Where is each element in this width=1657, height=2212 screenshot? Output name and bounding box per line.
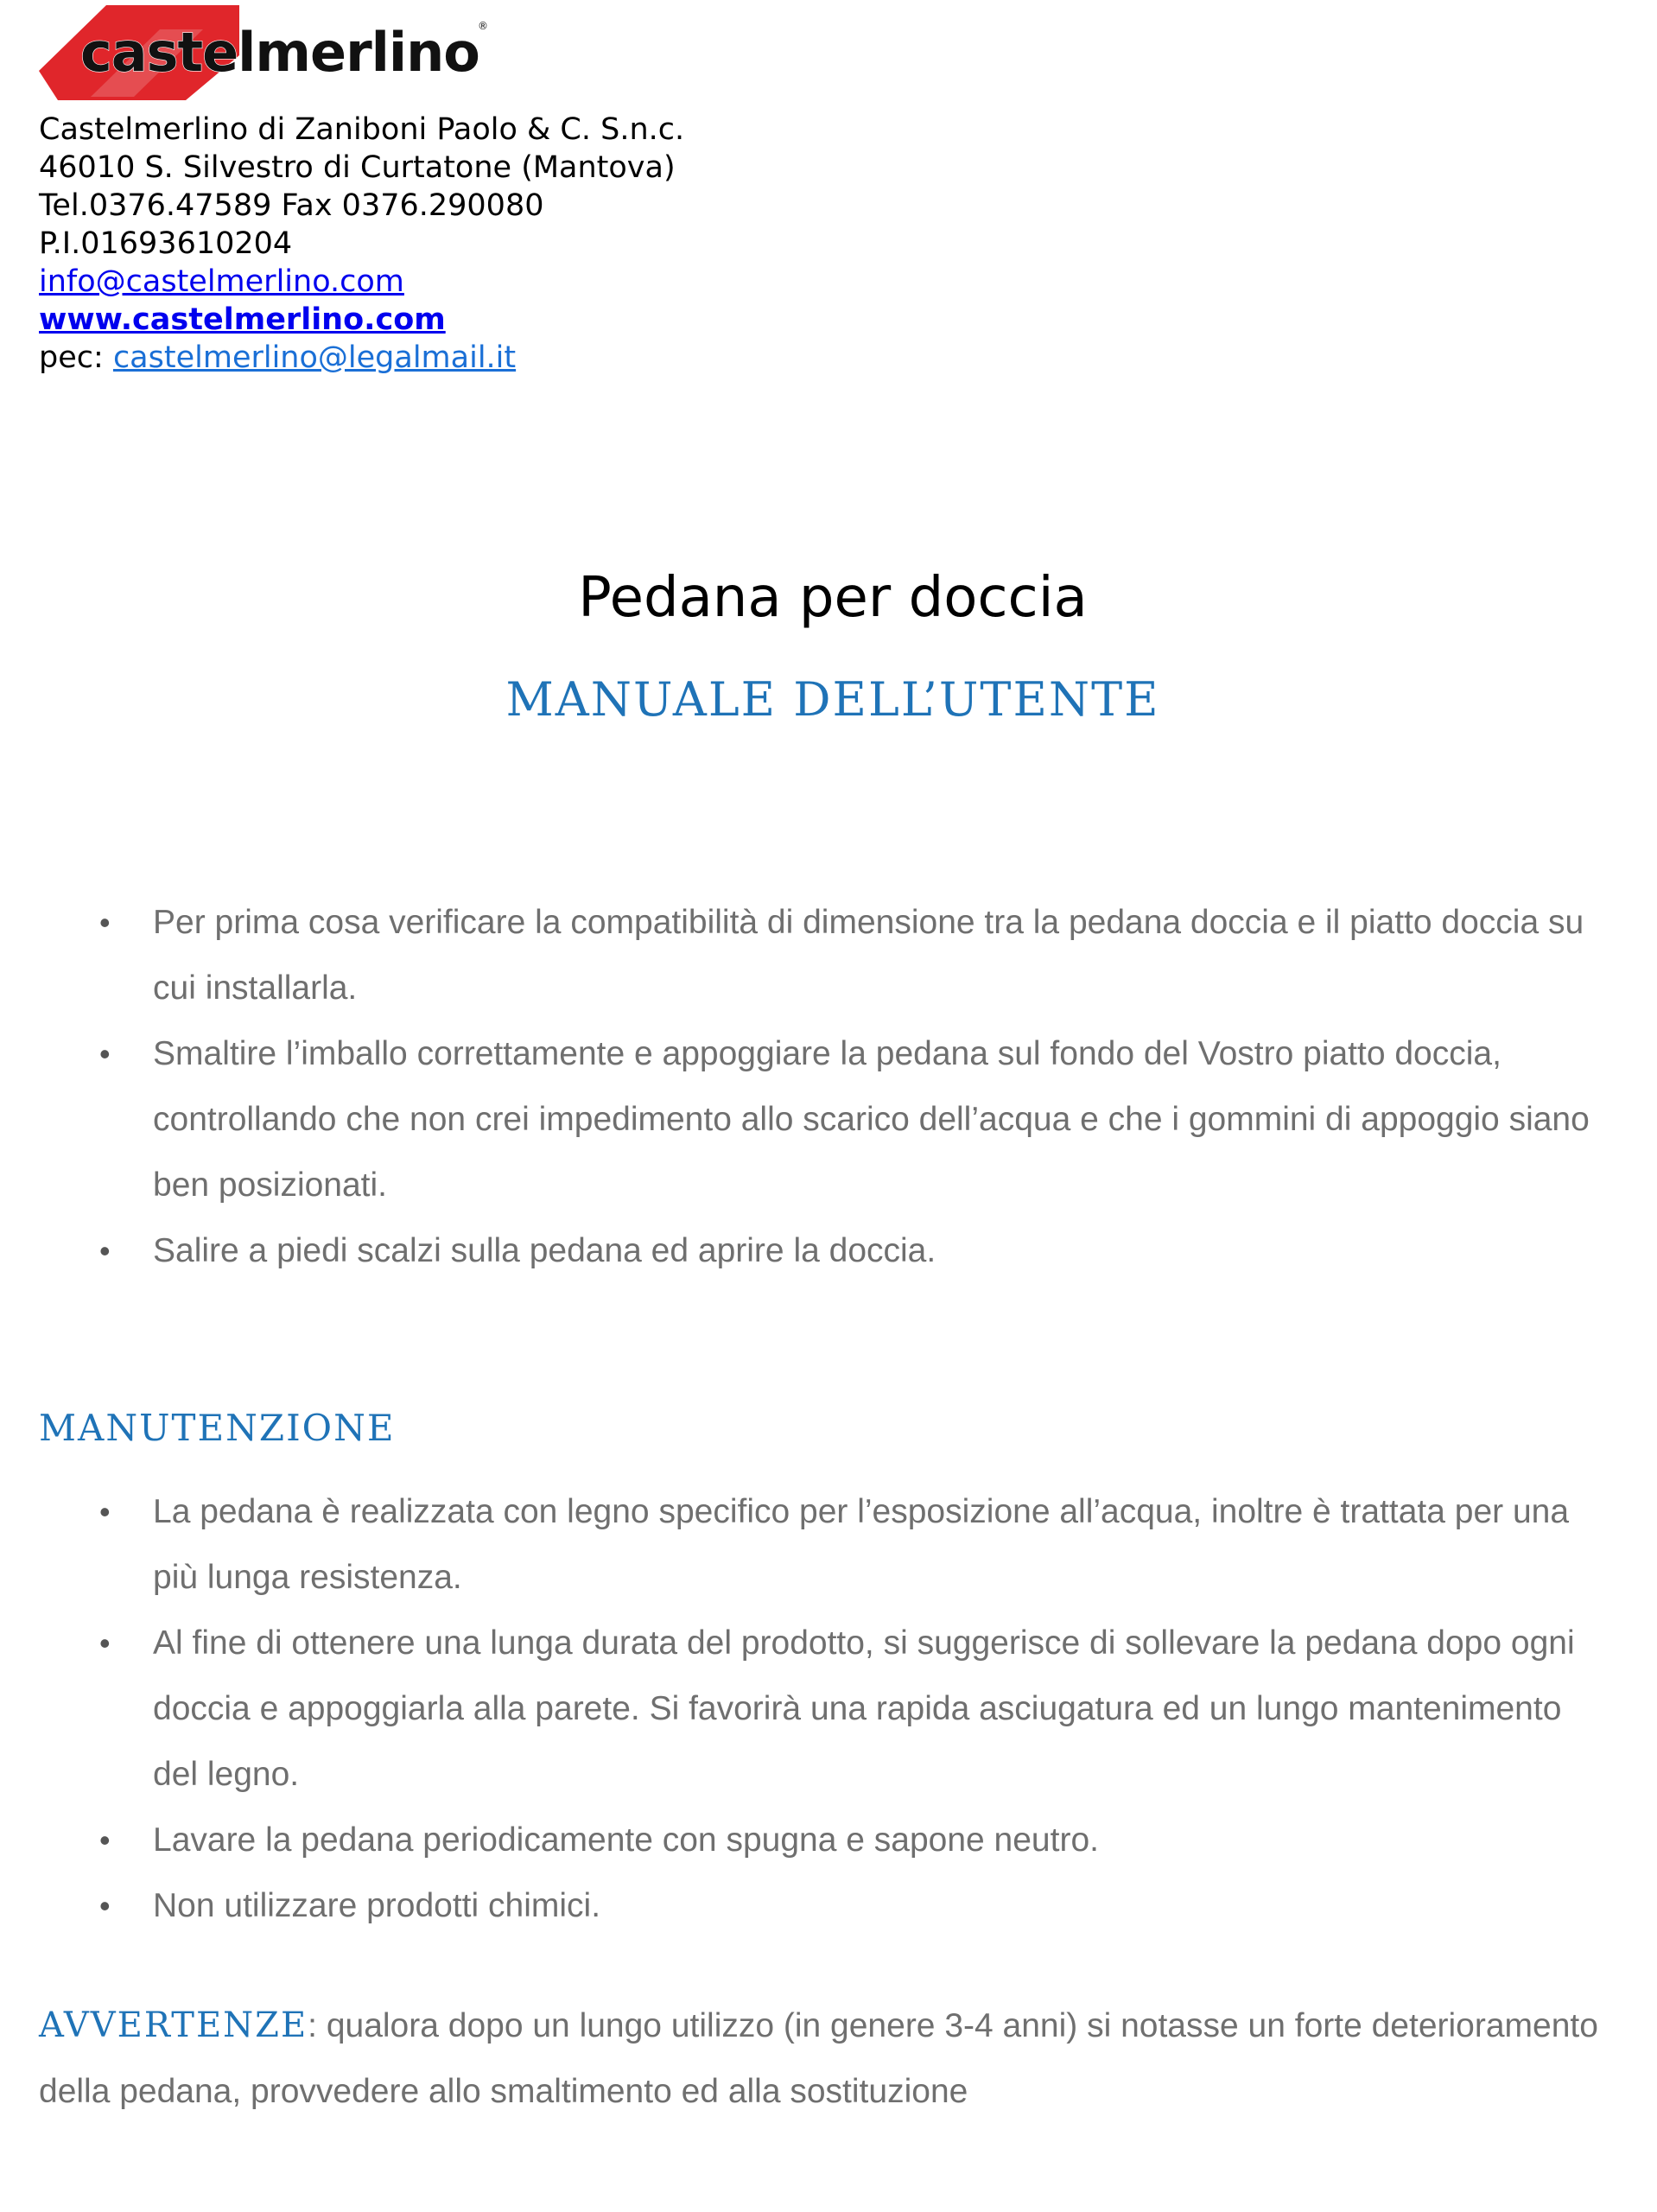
document-subtitle: MANUALE DELL’UTENTE xyxy=(505,672,1160,727)
company-vat: P.I.01693610204 xyxy=(39,226,293,261)
warning-label: AVVERTENZE xyxy=(39,2005,308,2045)
svg-text:®: ® xyxy=(478,20,488,32)
company-logo xyxy=(39,3,488,100)
company-info xyxy=(39,111,684,377)
maintenance-heading: MANUTENZIONE xyxy=(39,1407,396,1449)
list-item: • Smaltire l’imballo correttamente e appoggiare la pedana sul fondo del Vostro piatto doccia, controllando che non crei impedimento allo scarico dell’acqua e che i gommini di appoggio siano ben posizionati. xyxy=(39,1021,1611,1218)
bullet-icon: • xyxy=(99,1888,111,1923)
list-item: • Salire a piedi scalzi sulla pedana ed aprire la doccia. xyxy=(39,1218,1611,1284)
bullet-icon: • xyxy=(99,1494,111,1529)
warning-paragraph xyxy=(39,1993,1611,2125)
bullet-icon: • xyxy=(99,1625,111,1661)
bullet-icon: • xyxy=(99,1036,111,1071)
document-title: Pedana per doccia xyxy=(578,566,1088,630)
list-item: • Lavare la pedana periodicamente con spugna e sapone neutro. xyxy=(39,1808,1611,1873)
maintenance-list xyxy=(39,1479,1611,1939)
bullet-icon: • xyxy=(99,1822,111,1858)
intro-instructions-list xyxy=(39,890,1611,1284)
bullet-icon: • xyxy=(99,1233,111,1268)
company-name: Castelmerlino di Zaniboni Paolo & C. S.n.c. xyxy=(39,112,685,147)
warning-text: : qualora dopo un lungo utilizzo (in genere 3-4 anni) si notasse un forte deterioramento della pedana, provvedere allo smaltimento ed alla sostituzione xyxy=(39,2007,1598,2110)
email-link[interactable]: info@castelmerlino.com xyxy=(39,264,404,299)
pec-label: pec: xyxy=(39,340,104,375)
list-item: • Per prima cosa verificare la compatibilità di dimensione tra la pedana doccia e il piatto doccia su cui installarla. xyxy=(39,890,1611,1021)
list-item: • Al fine di ottenere una lunga durata del prodotto, si suggerisce di sollevare la pedana dopo ogni doccia e appoggiarla alla parete. Si favorirà una rapida asciugatura ed un lungo mantenimento del legno. xyxy=(39,1611,1611,1808)
logo-wordmark: castelmerlino xyxy=(80,21,479,84)
list-item: • Non utilizzare prodotti chimici. xyxy=(39,1873,1611,1939)
company-phone-fax: Tel.0376.47589 Fax 0376.290080 xyxy=(39,188,544,223)
pec-email-link[interactable]: castelmerlino@legalmail.it xyxy=(112,340,517,375)
bullet-icon: • xyxy=(99,905,111,940)
website-link[interactable]: www.castelmerlino.com xyxy=(39,302,446,337)
company-address: 46010 S. Silvestro di Curtatone (Mantova) xyxy=(39,150,676,185)
list-item: • La pedana è realizzata con legno specifico per l’esposizione all’acqua, inoltre è trattata per una più lunga resistenza. xyxy=(39,1479,1611,1611)
